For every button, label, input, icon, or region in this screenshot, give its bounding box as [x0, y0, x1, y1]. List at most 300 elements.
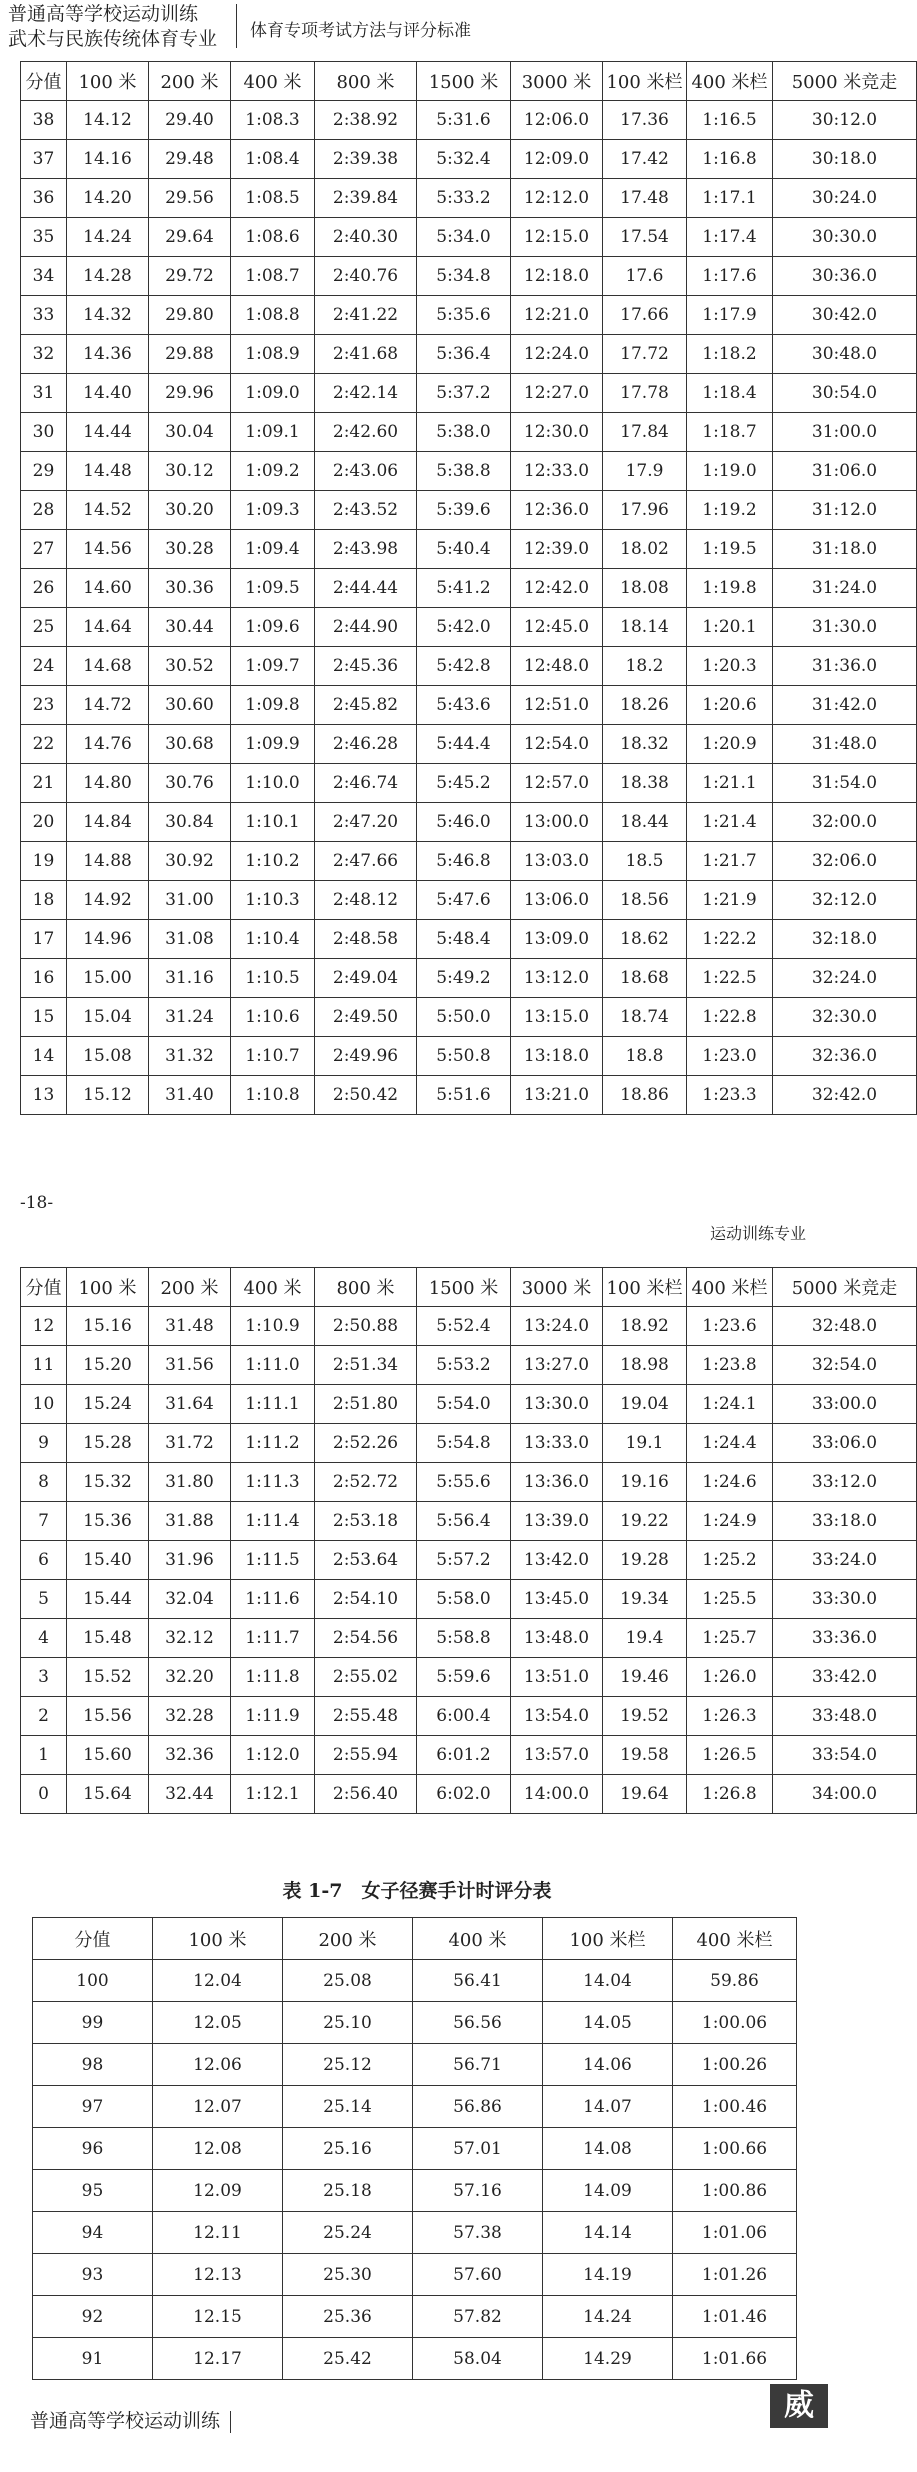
- table-cell: 17.66: [603, 296, 687, 335]
- table-cell: 12.15: [153, 2296, 283, 2338]
- table-cell: 57.82: [413, 2296, 543, 2338]
- table-cell: 1:21.9: [687, 881, 773, 920]
- table-cell: 29.88: [149, 335, 231, 374]
- table-cell: 14.29: [543, 2338, 673, 2380]
- table-cell: 1:26.8: [687, 1775, 773, 1814]
- table-cell: 25.18: [283, 2170, 413, 2212]
- column-header: 3000 米: [511, 1268, 603, 1307]
- running-head: 运动训练专业: [709, 1224, 806, 1243]
- table-cell: 1:10.0: [231, 764, 315, 803]
- table-cell: 19: [21, 842, 67, 881]
- table-cell: 1:08.5: [231, 179, 315, 218]
- table-cell: 31.32: [149, 1037, 231, 1076]
- table-cell: 32:42.0: [773, 1076, 917, 1115]
- table-cell: 14.09: [543, 2170, 673, 2212]
- table-cell: 12:57.0: [511, 764, 603, 803]
- table-cell: 12.07: [153, 2086, 283, 2128]
- table-row: [21, 1541, 917, 1580]
- table-cell: 19.34: [603, 1580, 687, 1619]
- table-cell: 2:49.50: [315, 998, 417, 1037]
- table-cell: 5:34.8: [417, 257, 511, 296]
- table-cell: 14.60: [67, 569, 149, 608]
- table-cell: 5:32.4: [417, 140, 511, 179]
- table-cell: 12:24.0: [511, 335, 603, 374]
- table-row: [33, 2338, 797, 2380]
- table-cell: 58.04: [413, 2338, 543, 2380]
- table-cell: 57.01: [413, 2128, 543, 2170]
- table-cell: 0: [21, 1775, 67, 1814]
- table-cell: 5:54.8: [417, 1424, 511, 1463]
- table-cell: 2:42.60: [315, 413, 417, 452]
- column-header: 分值: [21, 62, 67, 101]
- table-cell: 5:58.0: [417, 1580, 511, 1619]
- table-cell: 26: [21, 569, 67, 608]
- table-cell: 18.86: [603, 1076, 687, 1115]
- table-cell: 13:30.0: [511, 1385, 603, 1424]
- table-cell: 12:30.0: [511, 413, 603, 452]
- table-cell: 1:22.2: [687, 920, 773, 959]
- table-cell: 31: [21, 374, 67, 413]
- table-row: [21, 1658, 917, 1697]
- table-cell: 1:11.5: [231, 1541, 315, 1580]
- table-cell: 1:21.4: [687, 803, 773, 842]
- table-cell: 12:18.0: [511, 257, 603, 296]
- table-cell: 13: [21, 1076, 67, 1115]
- table-cell: 17.42: [603, 140, 687, 179]
- table-cell: 1:09.2: [231, 452, 315, 491]
- table-cell: 31.40: [149, 1076, 231, 1115]
- table-cell: 14.88: [67, 842, 149, 881]
- table-cell: 93: [33, 2254, 153, 2296]
- table-cell: 18.32: [603, 725, 687, 764]
- table-row: [21, 257, 917, 296]
- table-cell: 31.72: [149, 1424, 231, 1463]
- table-cell: 29: [21, 452, 67, 491]
- table-cell: 31:48.0: [773, 725, 917, 764]
- table-row: [33, 2296, 797, 2338]
- table-cell: 14.24: [543, 2296, 673, 2338]
- table-cell: 30.20: [149, 491, 231, 530]
- table-cell: 31:06.0: [773, 452, 917, 491]
- table-cell: 3: [21, 1658, 67, 1697]
- column-header: 400 米栏: [673, 1918, 797, 1960]
- column-header: 400 米: [231, 62, 315, 101]
- table-cell: 1:10.1: [231, 803, 315, 842]
- table-cell: 19.58: [603, 1736, 687, 1775]
- column-header: 100 米栏: [603, 62, 687, 101]
- table-cell: 15.00: [67, 959, 149, 998]
- table-cell: 14.40: [67, 374, 149, 413]
- table-cell: 24: [21, 647, 67, 686]
- table-cell: 13:27.0: [511, 1346, 603, 1385]
- table-cell: 1:08.9: [231, 335, 315, 374]
- table-cell: 33:42.0: [773, 1658, 917, 1697]
- table-cell: 2:43.98: [315, 530, 417, 569]
- table-cell: 1:08.3: [231, 101, 315, 140]
- table-cell: 30: [21, 413, 67, 452]
- table-cell: 1:23.8: [687, 1346, 773, 1385]
- table-cell: 14.32: [67, 296, 149, 335]
- table-row: [21, 881, 917, 920]
- table-cell: 31.96: [149, 1541, 231, 1580]
- table-cell: 25.12: [283, 2044, 413, 2086]
- table-cell: 30:36.0: [773, 257, 917, 296]
- table-cell: 2:46.74: [315, 764, 417, 803]
- table-row: [21, 1463, 917, 1502]
- table-cell: 1:10.9: [231, 1307, 315, 1346]
- table-cell: 59.86: [673, 1960, 797, 2002]
- table-header-row: [21, 62, 917, 101]
- table-cell: 14.96: [67, 920, 149, 959]
- table-cell: 5:52.4: [417, 1307, 511, 1346]
- table-cell: 1:08.4: [231, 140, 315, 179]
- footer-divider: [230, 2411, 231, 2433]
- table-cell: 32.28: [149, 1697, 231, 1736]
- table-cell: 31:00.0: [773, 413, 917, 452]
- table-cell: 1:23.0: [687, 1037, 773, 1076]
- table-cell: 34: [21, 257, 67, 296]
- table-cell: 98: [33, 2044, 153, 2086]
- column-header: 100 米: [67, 62, 149, 101]
- table-cell: 17.36: [603, 101, 687, 140]
- table-cell: 12:42.0: [511, 569, 603, 608]
- table-cell: 15.36: [67, 1502, 149, 1541]
- table-cell: 2:44.44: [315, 569, 417, 608]
- table-cell: 2:55.94: [315, 1736, 417, 1775]
- column-header: 400 米: [413, 1918, 543, 1960]
- table-row: [21, 296, 917, 335]
- table-cell: 12: [21, 1307, 67, 1346]
- table-cell: 1:09.4: [231, 530, 315, 569]
- table-cell: 1:23.6: [687, 1307, 773, 1346]
- table-cell: 18.8: [603, 1037, 687, 1076]
- table-cell: 23: [21, 686, 67, 725]
- table-row: [21, 647, 917, 686]
- table-cell: 2:43.06: [315, 452, 417, 491]
- table-cell: 7: [21, 1502, 67, 1541]
- table-cell: 30.12: [149, 452, 231, 491]
- table-row: [21, 959, 917, 998]
- table-cell: 12:09.0: [511, 140, 603, 179]
- table-cell: 1:12.0: [231, 1736, 315, 1775]
- table-cell: 13:18.0: [511, 1037, 603, 1076]
- table-row: [21, 1346, 917, 1385]
- table-cell: 33:48.0: [773, 1697, 917, 1736]
- table-row: [21, 1307, 917, 1346]
- table-cell: 14.16: [67, 140, 149, 179]
- table-cell: 1:20.1: [687, 608, 773, 647]
- table-row: [33, 2254, 797, 2296]
- table-row: [21, 1385, 917, 1424]
- table-cell: 32:30.0: [773, 998, 917, 1037]
- page-header: [8, 0, 826, 52]
- table-cell: 56.56: [413, 2002, 543, 2044]
- table-cell: 12.13: [153, 2254, 283, 2296]
- table-cell: 29.80: [149, 296, 231, 335]
- table-cell: 13:36.0: [511, 1463, 603, 1502]
- table-cell: 25.08: [283, 1960, 413, 2002]
- column-header: 100 米栏: [543, 1918, 673, 1960]
- table-row: [21, 179, 917, 218]
- table-cell: 1:10.8: [231, 1076, 315, 1115]
- table-cell: 5:36.4: [417, 335, 511, 374]
- table-row: [21, 140, 917, 179]
- table-cell: 27: [21, 530, 67, 569]
- column-header: 3000 米: [511, 62, 603, 101]
- table-cell: 13:09.0: [511, 920, 603, 959]
- table-cell: 31.16: [149, 959, 231, 998]
- table-cell: 14.44: [67, 413, 149, 452]
- table-cell: 12.04: [153, 1960, 283, 2002]
- table-cell: 32.04: [149, 1580, 231, 1619]
- table-cell: 30:24.0: [773, 179, 917, 218]
- table-cell: 1:20.9: [687, 725, 773, 764]
- column-header: 400 米栏: [687, 62, 773, 101]
- table-cell: 13:00.0: [511, 803, 603, 842]
- table-cell: 1:09.8: [231, 686, 315, 725]
- table-cell: 33:12.0: [773, 1463, 917, 1502]
- table-cell: 31.48: [149, 1307, 231, 1346]
- table-cell: 5:37.2: [417, 374, 511, 413]
- table-cell: 30:48.0: [773, 335, 917, 374]
- table-cell: 15.16: [67, 1307, 149, 1346]
- table-cell: 6:00.4: [417, 1697, 511, 1736]
- table-cell: 15.28: [67, 1424, 149, 1463]
- table-cell: 15.40: [67, 1541, 149, 1580]
- table-cell: 1:26.0: [687, 1658, 773, 1697]
- table-cell: 12.08: [153, 2128, 283, 2170]
- table-cell: 35: [21, 218, 67, 257]
- table-cell: 18.02: [603, 530, 687, 569]
- table-cell: 1:19.5: [687, 530, 773, 569]
- table-cell: 1:10.3: [231, 881, 315, 920]
- table-cell: 14.64: [67, 608, 149, 647]
- table-cell: 1:09.9: [231, 725, 315, 764]
- table-cell: 95: [33, 2170, 153, 2212]
- table-cell: 19.22: [603, 1502, 687, 1541]
- table-cell: 30.60: [149, 686, 231, 725]
- table-cell: 33:54.0: [773, 1736, 917, 1775]
- table-cell: 1:00.66: [673, 2128, 797, 2170]
- table-cell: 14.92: [67, 881, 149, 920]
- table-cell: 17.72: [603, 335, 687, 374]
- table-cell: 2:49.04: [315, 959, 417, 998]
- table-cell: 16: [21, 959, 67, 998]
- table-cell: 13:48.0: [511, 1619, 603, 1658]
- table-cell: 34:00.0: [773, 1775, 917, 1814]
- table-cell: 2:43.52: [315, 491, 417, 530]
- table-cell: 13:15.0: [511, 998, 603, 1037]
- table-cell: 18: [21, 881, 67, 920]
- table-cell: 30.92: [149, 842, 231, 881]
- table-cell: 1:19.8: [687, 569, 773, 608]
- table-cell: 2:45.36: [315, 647, 417, 686]
- table-cell: 31.80: [149, 1463, 231, 1502]
- table-header-row: [21, 1268, 917, 1307]
- table-cell: 1:25.5: [687, 1580, 773, 1619]
- table-cell: 1:11.2: [231, 1424, 315, 1463]
- table-cell: 25.16: [283, 2128, 413, 2170]
- table-cell: 14.68: [67, 647, 149, 686]
- table-cell: 15.04: [67, 998, 149, 1037]
- table-row: [21, 842, 917, 881]
- table-cell: 2:53.18: [315, 1502, 417, 1541]
- table-cell: 31.08: [149, 920, 231, 959]
- table-cell: 32:24.0: [773, 959, 917, 998]
- table-cell: 29.40: [149, 101, 231, 140]
- table-cell: 12.09: [153, 2170, 283, 2212]
- table-cell: 5:50.0: [417, 998, 511, 1037]
- table-row: [21, 335, 917, 374]
- table-cell: 8: [21, 1463, 67, 1502]
- table-cell: 12:48.0: [511, 647, 603, 686]
- table-cell: 30.28: [149, 530, 231, 569]
- table-cell: 12:06.0: [511, 101, 603, 140]
- table-row: [21, 764, 917, 803]
- table-cell: 33: [21, 296, 67, 335]
- table-cell: 32:18.0: [773, 920, 917, 959]
- table-cell: 19.04: [603, 1385, 687, 1424]
- column-header: 100 米: [153, 1918, 283, 1960]
- column-header: 200 米: [149, 62, 231, 101]
- table-cell: 56.86: [413, 2086, 543, 2128]
- table-cell: 1:11.8: [231, 1658, 315, 1697]
- table-cell: 1:26.5: [687, 1736, 773, 1775]
- table-cell: 13:51.0: [511, 1658, 603, 1697]
- table-row: [21, 725, 917, 764]
- table-cell: 12:12.0: [511, 179, 603, 218]
- table-cell: 31.88: [149, 1502, 231, 1541]
- table-cell: 2:41.68: [315, 335, 417, 374]
- table-cell: 5:55.6: [417, 1463, 511, 1502]
- table-cell: 1:11.7: [231, 1619, 315, 1658]
- table-cell: 25.14: [283, 2086, 413, 2128]
- column-header: 5000 米竞走: [773, 1268, 917, 1307]
- column-header: 1500 米: [417, 1268, 511, 1307]
- table-cell: 1:01.06: [673, 2212, 797, 2254]
- table-cell: 25.10: [283, 2002, 413, 2044]
- table-cell: 31:30.0: [773, 608, 917, 647]
- table-cell: 1:10.6: [231, 998, 315, 1037]
- table-cell: 13:21.0: [511, 1076, 603, 1115]
- header-book-title: [8, 2, 217, 52]
- table-row: [21, 1736, 917, 1775]
- table-row: [21, 1619, 917, 1658]
- table-cell: 12.17: [153, 2338, 283, 2380]
- table-cell: 14.12: [67, 101, 149, 140]
- table-cell: 56.71: [413, 2044, 543, 2086]
- table-cell: 18.08: [603, 569, 687, 608]
- table-cell: 18.92: [603, 1307, 687, 1346]
- table-cell: 32.20: [149, 1658, 231, 1697]
- table-cell: 1:11.6: [231, 1580, 315, 1619]
- table-cell: 32:00.0: [773, 803, 917, 842]
- table-cell: 57.38: [413, 2212, 543, 2254]
- table-cell: 1:10.4: [231, 920, 315, 959]
- table-row: [33, 2002, 797, 2044]
- table-cell: 15.24: [67, 1385, 149, 1424]
- table-row: [21, 101, 917, 140]
- table-cell: 14.52: [67, 491, 149, 530]
- header-line-2: 武术与民族传统体育专业: [8, 28, 218, 50]
- table-cell: 32:06.0: [773, 842, 917, 881]
- table-cell: 14:00.0: [511, 1775, 603, 1814]
- table-cell: 5:38.8: [417, 452, 511, 491]
- table-cell: 17.96: [603, 491, 687, 530]
- table-cell: 2:45.82: [315, 686, 417, 725]
- table-cell: 1:22.8: [687, 998, 773, 1037]
- table-cell: 14: [21, 1037, 67, 1076]
- table-row: [21, 1424, 917, 1463]
- table-cell: 6:02.0: [417, 1775, 511, 1814]
- table-cell: 5:48.4: [417, 920, 511, 959]
- table-cell: 12:45.0: [511, 608, 603, 647]
- table-cell: 15.56: [67, 1697, 149, 1736]
- table-row: [33, 2086, 797, 2128]
- table-cell: 2:56.40: [315, 1775, 417, 1814]
- table-cell: 25.24: [283, 2212, 413, 2254]
- table-cell: 25.42: [283, 2338, 413, 2380]
- table-cell: 30:54.0: [773, 374, 917, 413]
- table-cell: 1:22.5: [687, 959, 773, 998]
- table-row: [21, 998, 917, 1037]
- table-cell: 33:36.0: [773, 1619, 917, 1658]
- column-header: 分值: [33, 1918, 153, 1960]
- table-cell: 13:45.0: [511, 1580, 603, 1619]
- table-cell: 4: [21, 1619, 67, 1658]
- table-cell: 14.08: [543, 2128, 673, 2170]
- table-cell: 5:59.6: [417, 1658, 511, 1697]
- table-cell: 1:00.86: [673, 2170, 797, 2212]
- table-cell: 19.1: [603, 1424, 687, 1463]
- table-row: [33, 2212, 797, 2254]
- table-cell: 1:09.1: [231, 413, 315, 452]
- table-cell: 19.64: [603, 1775, 687, 1814]
- table-row: [33, 2128, 797, 2170]
- table-cell: 100: [33, 1960, 153, 2002]
- table-cell: 13:54.0: [511, 1697, 603, 1736]
- table-cell: 18.56: [603, 881, 687, 920]
- table-cell: 97: [33, 2086, 153, 2128]
- table-cell: 12:33.0: [511, 452, 603, 491]
- table-cell: 1:25.2: [687, 1541, 773, 1580]
- table-cell: 5:34.0: [417, 218, 511, 257]
- table-cell: 1:26.3: [687, 1697, 773, 1736]
- table-cell: 1:09.0: [231, 374, 315, 413]
- table-cell: 1:01.66: [673, 2338, 797, 2380]
- table-cell: 1:17.1: [687, 179, 773, 218]
- table-cell: 32.36: [149, 1736, 231, 1775]
- table-cell: 1:24.6: [687, 1463, 773, 1502]
- header-line-1: 普通高等学校运动训练: [8, 3, 199, 25]
- table-cell: 12:39.0: [511, 530, 603, 569]
- column-header: 分值: [21, 1268, 67, 1307]
- table-row: [21, 1502, 917, 1541]
- table-cell: 32:48.0: [773, 1307, 917, 1346]
- table-cell: 2:52.72: [315, 1463, 417, 1502]
- table-cell: 32.44: [149, 1775, 231, 1814]
- table-cell: 5:44.4: [417, 725, 511, 764]
- table-cell: 1: [21, 1736, 67, 1775]
- table-cell: 14.19: [543, 2254, 673, 2296]
- table-row: [33, 2044, 797, 2086]
- table-cell: 5:47.6: [417, 881, 511, 920]
- table-cell: 17.9: [603, 452, 687, 491]
- table-cell: 12:27.0: [511, 374, 603, 413]
- table-cell: 21: [21, 764, 67, 803]
- table-row: [21, 413, 917, 452]
- table-cell: 32: [21, 335, 67, 374]
